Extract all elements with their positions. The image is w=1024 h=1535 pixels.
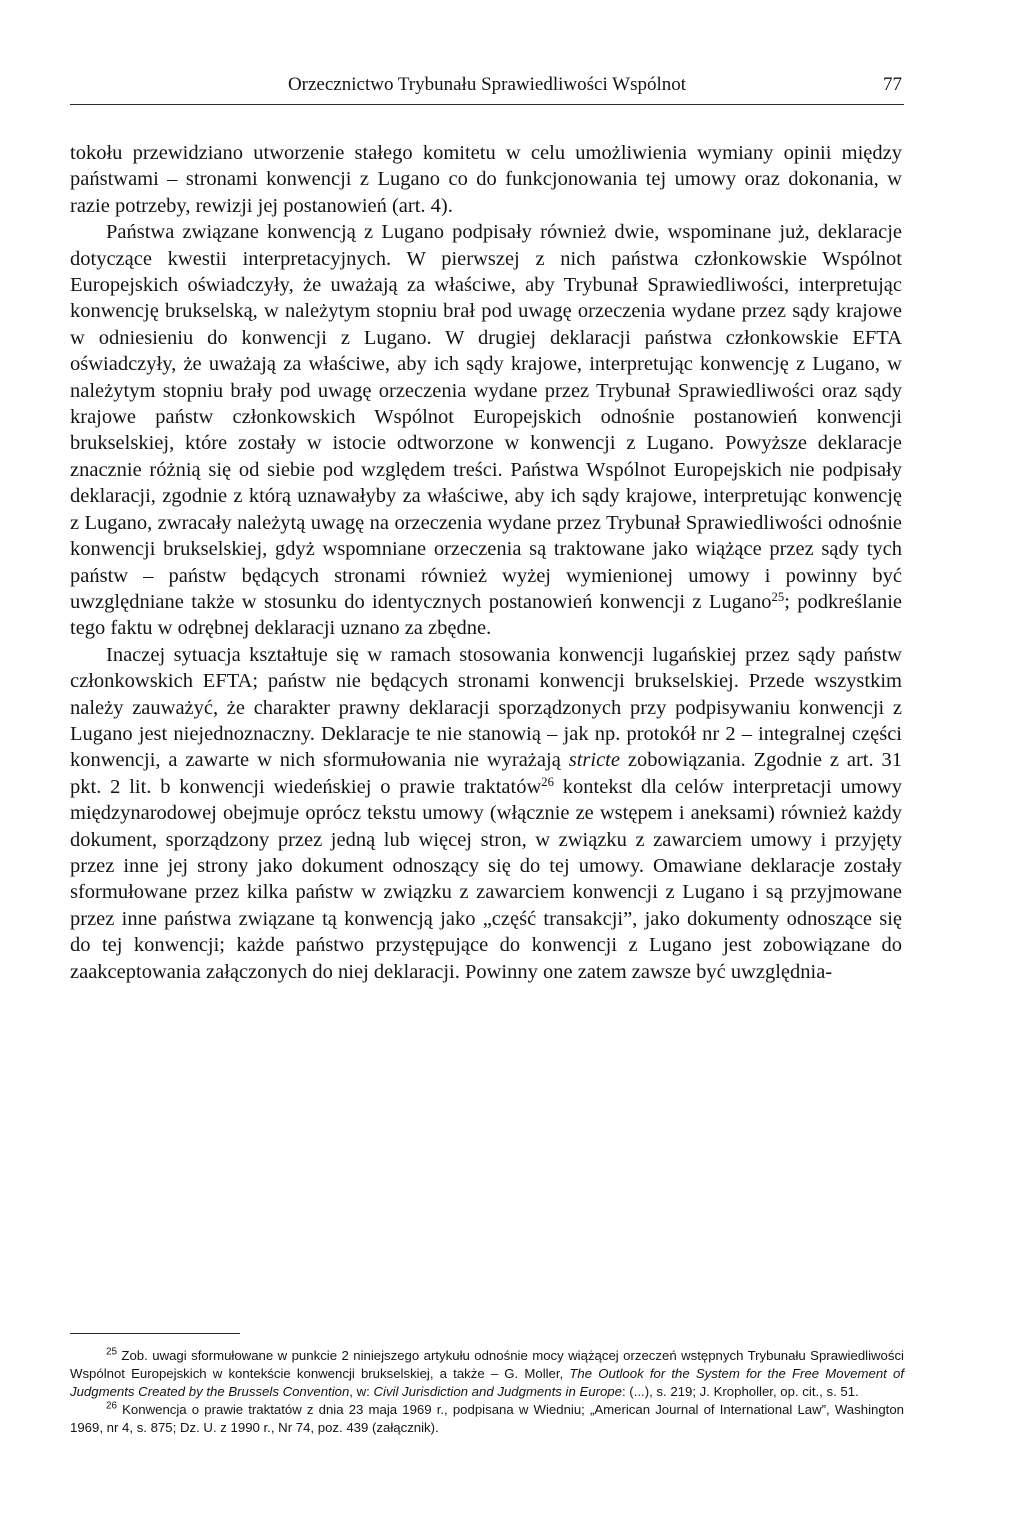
footnote-separator xyxy=(70,1333,240,1334)
page-header xyxy=(70,74,904,105)
paragraph-3-italic: stricte xyxy=(568,749,620,772)
paragraph-2-text-a: Państwa związane konwencją z Lugano podpisały również dwie, wspominane już, deklaracje dotyczące kwestii interpretacyjnych. W pierwszej z nich państwa członkowskie Wspólnot Europejskich oświadczyły, że uważają za właściwe, aby Trybunał Sprawiedliwości, interpretując konwencję brukselską, w należytym stopniu brał pod uwagę orzeczenia wydane przez sądy krajowe w odniesieniu do konwencji z Lugano. W drugiej deklaracji państwa członkowskie EFTA oświadczyły, że uważają za właściwe, aby ich sądy krajowe, interpretując konwencję z Lugano, w należytym stopniu brały pod uwagę orzeczenia wydane przez Trybunał Sprawiedliwości oraz sądy krajowe państw członkowskich Wspólnot Europejskich odnośnie postanowień konwencji brukselskiej, które zostały w istocie odtworzone w konwencji z Lugano. Powyższe deklaracje znacznie różnią się od siebie pod względem treści. Państwa Wspólnot Europejskich nie podpisały deklaracji, zgodnie z którą uznawałyby za właściwe, aby ich sądy krajowe, interpretując konwencję z Lugano, zwracały należytą uwagę na orzeczenia wydane przez Trybunał Sprawiedliwości odnośnie konwencji brukselskiej, gdyż wspomniane orzeczenia są traktowane jako wiążące przez sądy tych państw – państw będących stronami również wyżej wymienionej umowy i powinny być uwzględniane także w stosunku do identycznych postanowień konwencji z Lugano xyxy=(70,221,902,613)
paragraph-2 xyxy=(70,219,902,642)
running-head: Orzecznictwo Trybunału Sprawiedliwości Wspólnot xyxy=(287,74,687,95)
footnote-ref-26[interactable]: 26 xyxy=(541,774,554,789)
paragraph-3-text-a: Inaczej sytuacja kształtuje się w ramach stosowania konwencji lugańskiej przez sądy państw członkowskich EFTA; państw nie będących stronami konwencji brukselskiej. Przede wszystkim należy zauważyć, że charakter prawny deklaracji sporządzonych przy podpisywaniu konwencji z Lugano jest niejednoznaczny. Deklaracje te nie stanowią – jak np. protokół nr 2 – integralnej części konwencji, a zawarte w nich sformułowania nie wyrażają xyxy=(70,643,902,772)
main-text xyxy=(70,140,902,985)
footnote-25-text-c: : (...), s. 219; J. Kropholler, op. cit., s. 51. xyxy=(621,1384,859,1399)
paragraph-3-text-c: kontekst dla celów interpretacji umowy międzynarodowej obejmuje oprócz tekstu umowy (włącznie ze wstępem i aneksami) również każdy dokument, sporządzony przez jedną lub więcej stron, w związku z zawarciem umowy i przyjęty przez inne jej strony jako dokument odnoszący się do tej umowy. Omawiane deklaracje zostały sformułowane przez kilka państw w związku z zawarciem konwencji z Lugano i są przyjmowane przez inne państwa związane tą konwencją jako „część transakcji”, jako dokumenty odnoszące się do tej konwencji; każde państwo przystępujące do konwencji z Lugano jest zobowiązane do zaakceptowania załączonych do niej deklaracji. Powinny one zatem zawsze być uwzględnia- xyxy=(70,775,902,983)
footnote-26 xyxy=(70,1401,904,1437)
footnote-25-text-b: , w: xyxy=(349,1384,374,1399)
footnote-26-text: Konwencja o prawie traktatów z dnia 23 maja 1969 r., podpisana w Wiedniu; „American Journal of International Law”, Washington 1969, nr 4, s. 875; Dz. U. z 1990 r., Nr 74, poz. 439 (załącznik). xyxy=(70,1402,904,1435)
paragraph-2-text-b: ; podkreślanie tego faktu w odrębnej deklaracji uznano za zbędne. xyxy=(70,590,902,640)
paragraph-3-text-b: zobowiązania. Zgodnie z art. 31 pkt. 2 lit. b konwencji wiedeńskiej o prawie traktatów xyxy=(70,749,902,798)
page-number: 77 xyxy=(883,74,902,95)
footnote-25-number: 25 xyxy=(106,1346,117,1358)
footnote-25-text-a: Zob. uwagi sformułowane w punkcie 2 niniejszego artykułu odnośnie mocy wiążącej orzeczeń wstępnych Trybunału Sprawiedliwości Wspólnot Europejskich w kontekście konwencji brukselskiej, a także – G. Moller, xyxy=(70,1348,904,1381)
footnotes xyxy=(70,1347,904,1437)
paragraph-3 xyxy=(70,642,902,985)
paragraph-1-text: tokołu przewidziano utworzenie stałego komitetu w celu umożliwienia wymiany opinii między państwami – stronami konwencji z Lugano co do funkcjonowania tej umowy oraz dokonania, w razie potrzeby, rewizji jej postanowień (art. 4). xyxy=(70,142,902,217)
footnote-25-source: Civil Jurisdiction and Judgments in Europe xyxy=(373,1384,622,1399)
paragraph-1 xyxy=(70,140,902,219)
footnote-ref-25[interactable]: 25 xyxy=(771,589,785,604)
footnote-25-title: The Outlook for the System for the Free Movement of Judgments Created by the Brussels Convention xyxy=(70,1366,904,1399)
footnote-26-number: 26 xyxy=(106,1400,117,1412)
footnote-25 xyxy=(70,1347,904,1401)
